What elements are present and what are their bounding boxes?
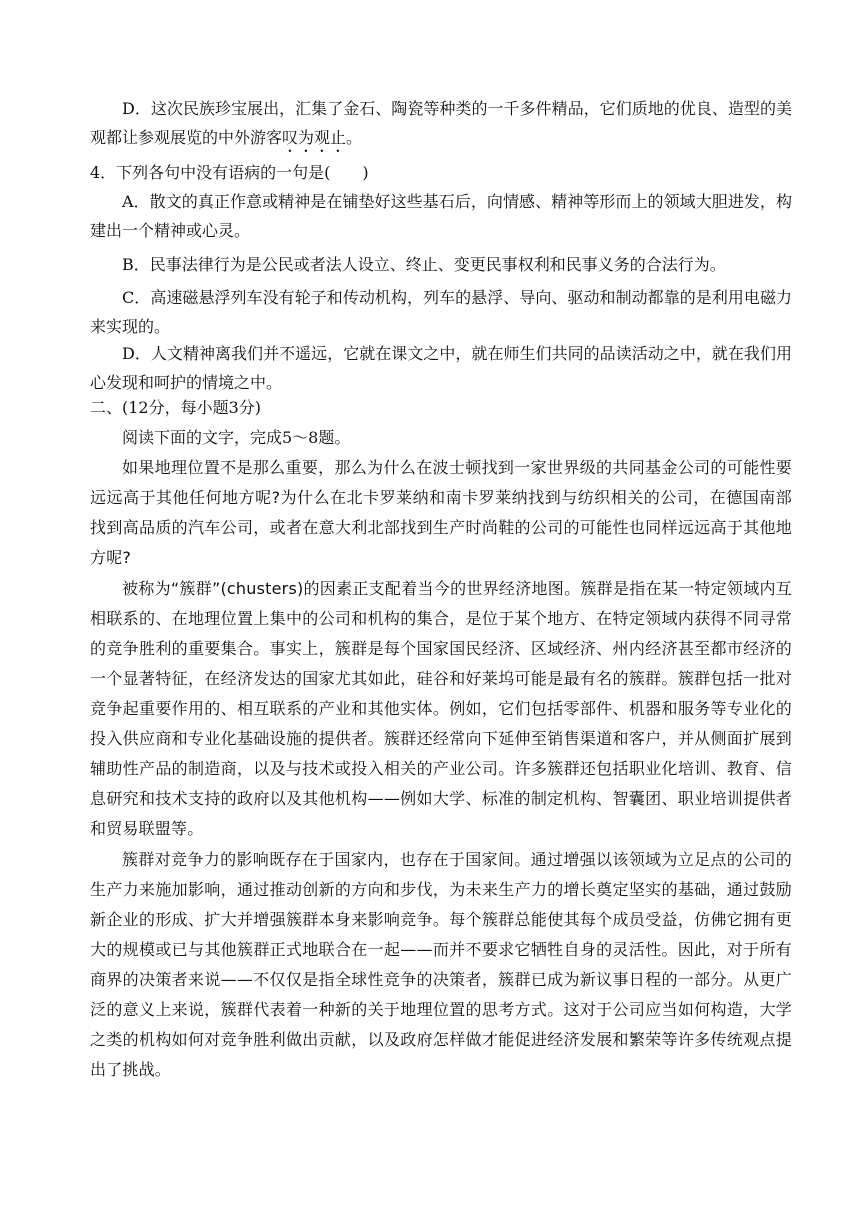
reading-instruction: 阅读下面的文字，完成5～8题。 [122,428,351,447]
section-2-header: 二、(12分，每小题3分) [90,398,262,417]
passage-paragraph-3: 簇群对竞争力的影响既存在于国家内，也存在于国家间。通过增强以该领域为立足点的公司的生产力来施加影响，通过推动创新的方向和步伐，为未来生产力的增长奠定坚实的基础，通过鼓励新企业的形成、扩大并增强簇群本身来影响竞争。每个簇群总能使其每个成员受益，仿佛它拥有更大的规模或已与其他簇群正式地联合在一起——而并不要求它牺牲自身的灵活性。因此，对于所有商界的决策者来说——不仅仅是指全球性竞争的决策者，簇群已成为新议事日程的一部分。从更广泛的意义上来说，簇群代表着一种新的关于地理位置的思考方式。这对于公司应当如何构造，大学之类的机构如何对竞争胜利做出贡献，以及政府怎样做才能促进经济发展和繁荣等许多传统观点提出了挑战。 [90,850,792,1079]
q3-option-d [90,94,792,156]
q4-option-c: C．高速磁悬浮列车没有轮子和传动机构，列车的悬浮、导向、驱动和制动都靠的是利用电磁力来实现的。 [90,288,792,336]
question-4-stem: 4．下列各句中没有语病的一句是( ) [90,163,369,182]
q4-option-d: D．人文精神离我们并不遥远，它就在课文之中，就在师生们共同的品读活动之中，就在我们用心发现和呵护的情境之中。 [90,344,792,392]
q3-option-d-end: 。 [346,128,363,147]
q3-option-d-text: D．这次民族珍宝展出，汇集了金石、陶瓷等种类的一千多件精品，它们质地的优良、造型的美观都让参观展览的中外游客 [90,99,792,147]
emphasized-phrase: 叹为观止 [282,128,347,147]
passage-paragraph-2: 被称为“簇群”(chusters)的因素正支配着当今的世界经济地图。簇群是指在某一特定领域内互相联系的、在地理位置上集中的公司和机构的集合，是位于某个地方、在特定领域内获得不同寻常的竞争胜利的重要集合。事实上，簇群是每个国家国民经济、区域经济、州内经济甚至都市经济的一个显著特征，在经济发达的国家尤其如此，硅谷和好莱坞可能是最有名的簇群。簇群包括一批对竞争起重要作用的、相互联系的产业和其他实体。例如，它们包括零部件、机器和服务等专业化的投入供应商和专业化基础设施的提供者。簇群还经常向下延伸至销售渠道和客户，并从侧面扩展到辅助性产品的制造商，以及与技术或投入相关的产业公司。许多簇群还包括职业化培训、教育、信息研究和技术支持的政府以及其他机构——例如大学、标准的制定机构、智囊团、职业培训提供者和贸易联盟等。 [90,579,792,838]
q4-option-b: B．民事法律行为是公民或者法人设立、终止、变更民事权利和民事义务的合法行为。 [122,255,726,274]
passage-paragraph-1: 如果地理位置不是那么重要，那么为什么在波士顿找到一家世界级的共同基金公司的可能性要远远高于其他任何地方呢?为什么在北卡罗莱纳和南卡罗莱纳找到与纺织相关的公司，在德国南部找到高品质的汽车公司，或者在意大利北部找到生产时尚鞋的公司的可能性也同样远远高于其他地方呢? [90,458,792,567]
q4-option-a: A．散文的真正作意或精神是在铺垫好这些基石后，向情感、精神等形而上的领域大胆进发，构建出一个精神或心灵。 [90,192,792,240]
